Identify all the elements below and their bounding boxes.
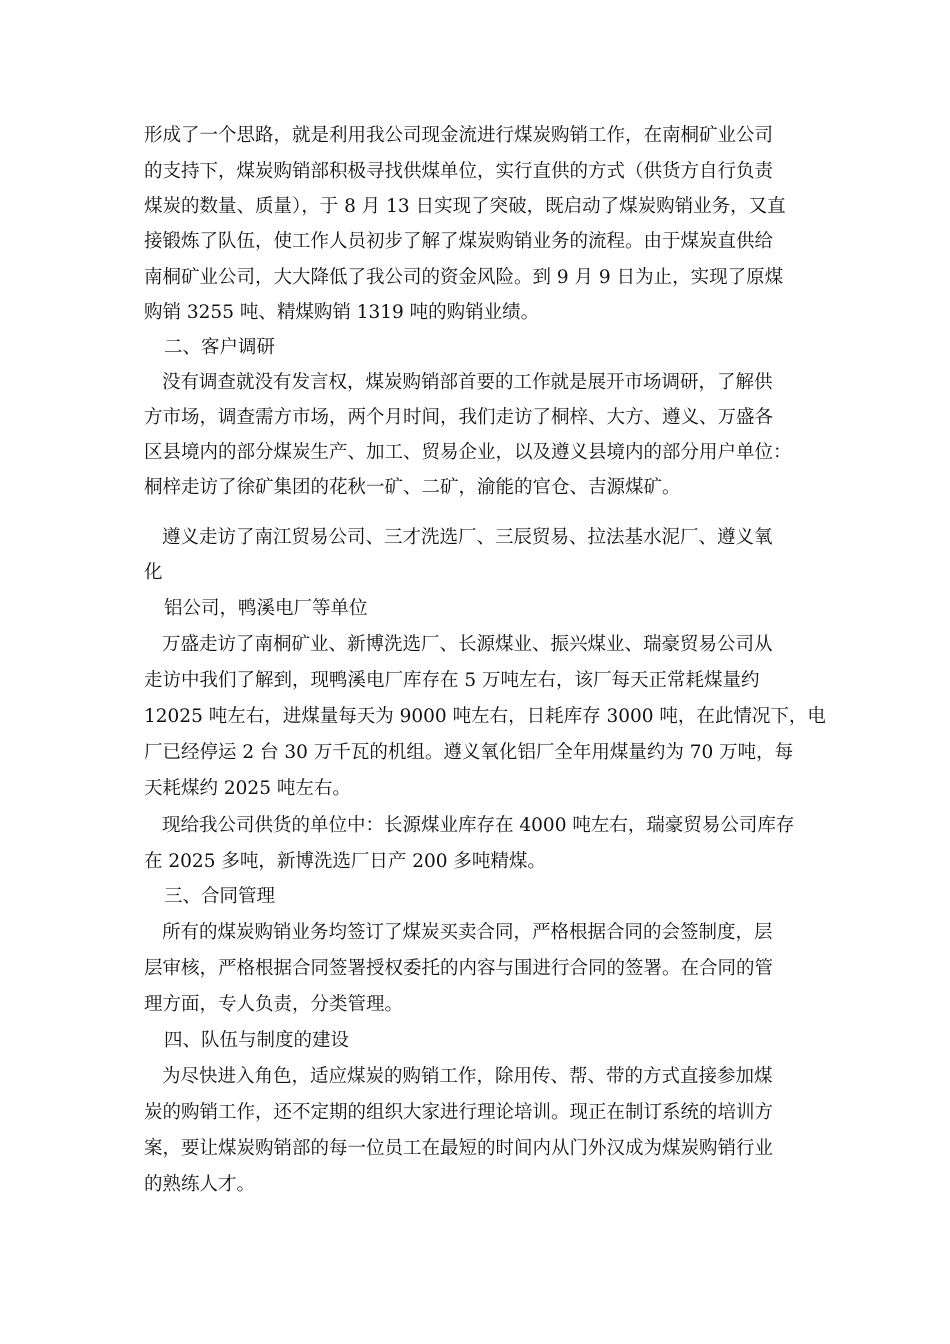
section-heading-contract-management: 三、合同管理 [164, 886, 276, 907]
text-line: 接锻炼了队伍，使工作人员初步了解了煤炭购销业务的流程。由于煤炭直供给 [144, 231, 774, 252]
text-line: 的支持下，煤炭购销部积极寻找供煤单位，实行直供的方式（供货方自行负责 [144, 161, 774, 182]
text-line: 层审核，严格根据合同签署授权委托的内容与围进行合同的签署。在合同的管 [144, 958, 774, 979]
text-line: 煤炭的数量、质量），于 8 月 13 日实现了突破，既启动了煤炭购销业务，又直 [144, 196, 786, 217]
text-line: 现给我公司供货的单位中：长源煤业库存在 4000 吨左右，瑞豪贸易公司库存 [162, 815, 795, 836]
text-line: 12025 吨左右，进煤量每天为 9000 吨左右，日耗库存 3000 吨，在此情况下，电 [144, 706, 826, 727]
text-line: 方市场，调查需方市场，两个月时间，我们走访了桐梓、大方、遵义、万盛各 [144, 407, 774, 428]
text-line: 走访中我们了解到，现鸭溪电厂库存在 5 万吨左右，该厂每天正常耗煤量约 [144, 670, 760, 691]
text-line: 没有调查就没有发言权，煤炭购销部首要的工作就是展开市场调研，了解供 [162, 372, 773, 393]
text-line: 案，要让煤炭购销部的每一位员工在最短的时间内从门外汉成为煤炭购销行业 [144, 1138, 774, 1159]
text-line: 的熟练人才。 [144, 1174, 256, 1195]
text-line: 南桐矿业公司，大大降低了我公司的资金风险。到 9 月 9 日为止，实现了原煤 [144, 267, 784, 288]
text-line: 为尽快进入角色，适应煤炭的购销工作，除用传、帮、带的方式直接参加煤 [162, 1066, 773, 1087]
text-line: 所有的煤炭购销业务均签订了煤炭买卖合同，严格根据合同的会签制度，层 [162, 922, 773, 943]
text-line: 遵义走访了南江贸易公司、三才洗选厂、三辰贸易、拉法基水泥厂、遵义氧 [162, 527, 773, 548]
section-heading-team-and-system: 四、队伍与制度的建设 [164, 1030, 350, 1051]
text-line: 桐梓走访了徐矿集团的花秋一矿、二矿，渝能的官仓、吉源煤矿。 [144, 477, 681, 498]
text-line: 区县境内的部分煤炭生产、加工、贸易企业，以及遵义县境内的部分用户单位： [144, 442, 792, 463]
text-line: 购销 3255 吨、精煤购销 1319 吨的购销业绩。 [144, 302, 540, 323]
text-line: 铝公司，鸭溪电厂等单位 [164, 598, 368, 619]
text-line: 理方面，专人负责，分类管理。 [144, 994, 404, 1015]
text-line: 厂已经停运 2 台 30 万千瓦的机组。遵义氧化铝厂全年用煤量约为 70 万吨，每 [144, 742, 794, 763]
text-line: 在 2025 多吨，新博洗选厂日产 200 多吨精煤。 [144, 851, 546, 872]
text-line: 万盛走访了南桐矿业、新博洗选厂、长源煤业、振兴煤业、瑞豪贸易公司从 [162, 634, 773, 655]
text-line: 形成了一个思路，就是利用我公司现金流进行煤炭购销工作，在南桐矿业公司 [144, 125, 774, 146]
text-line: 炭的购销工作，还不定期的组织大家进行理论培训。现正在制订系统的培训方 [144, 1102, 774, 1123]
text-line: 化 [144, 562, 163, 583]
section-heading-customer-research: 二、客户调研 [164, 337, 276, 358]
text-line: 天耗煤约 2025 吨左右。 [144, 778, 351, 799]
